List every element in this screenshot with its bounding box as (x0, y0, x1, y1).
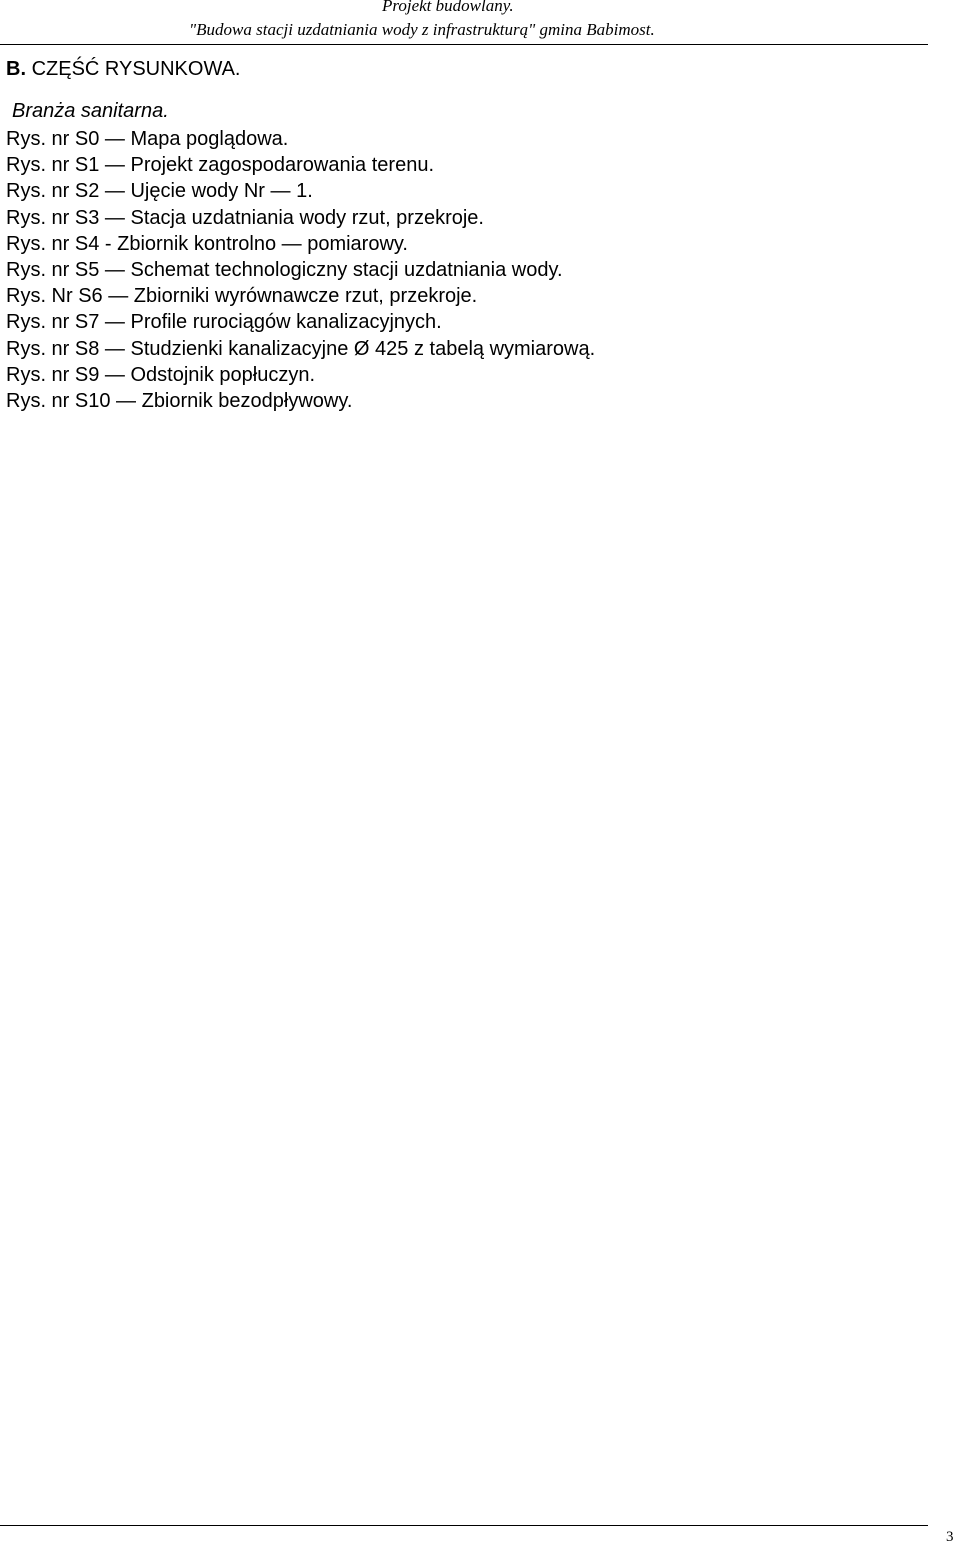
drawing-item: Rys. nr S7 — Profile rurociągów kanalizacyjnych. (6, 311, 442, 334)
drawing-item: Rys. nr S0 — Mapa poglądowa. (6, 128, 289, 150)
page-header (0, 0, 928, 45)
page-number: 3 (946, 1529, 954, 1545)
section-title (6, 57, 240, 81)
drawing-item: Rys. nr S1 — Projekt zagospodarowania terenu. (6, 154, 434, 177)
section-title-text: CZĘŚĆ RYSUNKOWA. (31, 58, 241, 80)
drawing-item: Rys. nr S8 — Studzienki kanalizacyjne Ø 425 z tabelą wymiarową. (6, 337, 596, 360)
header-project-type: Projekt budowlany. (382, 0, 514, 15)
section-letter: B. (6, 58, 26, 80)
drawing-item: Rys. nr S10 — Zbiornik bezodpływowy. (6, 389, 353, 412)
drawing-item: Rys. Nr S6 — Zbiorniki wyrównawcze rzut, przekroje. (6, 285, 478, 308)
drawing-item: Rys. nr S3 — Stacja uzdatniania wody rzut, przekroje. (6, 206, 484, 229)
drawing-item: Rys. nr S2 — Ujęcie wody Nr — 1. (6, 180, 313, 203)
drawing-list (6, 126, 595, 414)
footer-divider (0, 1525, 928, 1526)
branch-title: Branża sanitarna. (12, 100, 169, 122)
drawing-item: Rys. nr S5 — Schemat technologiczny stacji uzdatniania wody. (6, 258, 563, 281)
drawing-item: Rys. nr S9 — Odstojnik popłuczyn. (6, 363, 316, 386)
drawing-item: Rys. nr S4 - Zbiornik kontrolno — pomiarowy. (6, 232, 408, 255)
header-project-title: "Budowa stacji uzdatniania wody z infrastrukturą" gmina Babimost. (189, 20, 655, 39)
